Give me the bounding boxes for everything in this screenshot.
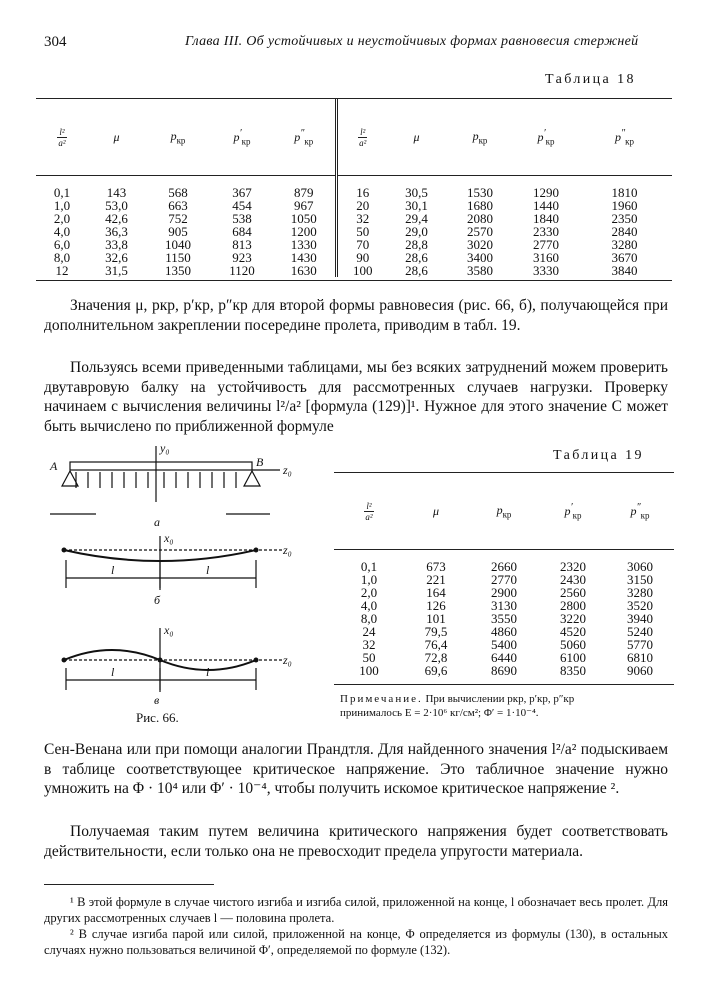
t18-col-pkr-dprime-2: $p''_{кр}$ [577, 99, 672, 176]
t18-row [36, 264, 672, 277]
paragraph-4: Получаемая таким путем величина критического напряжения будет соответствовать действительности, если только она не превосходит предела упругости материала. [44, 823, 668, 860]
axis-x-label-c: x₀ [164, 623, 174, 637]
point-b-label: B [256, 455, 264, 469]
t18-cell: 70 [336, 238, 388, 251]
t18-cell: 29,4 [405, 211, 428, 226]
t18-cell: 1680 [467, 198, 493, 213]
t19-cell: 100 [359, 663, 379, 678]
t18-cell: 1440 [533, 198, 559, 213]
axis-z-label-c: z₀ [283, 653, 292, 667]
table-18-caption: Таблица 18 [545, 72, 636, 87]
t19-col-pkr-prime: $p'_{кр}$ [540, 473, 606, 550]
t18-cell: 3160 [533, 250, 559, 265]
t19-cell: 4,0 [360, 598, 378, 613]
t18-cell: 8,0 [53, 250, 71, 265]
t18-cell: 454 [232, 198, 252, 213]
t18-cell: 813 [232, 237, 252, 252]
subfig-a-label: а [154, 515, 160, 529]
t19-cell: 6100 [560, 650, 586, 665]
t18-cell: 568 [168, 185, 188, 200]
note-label: Примечание. [340, 693, 423, 705]
t18-cell: 42,6 [105, 211, 128, 226]
footnote-rule [44, 884, 214, 885]
t19-cell: 3220 [560, 611, 586, 626]
t19-cell: 72,8 [424, 650, 448, 665]
t19-cell: 0,1 [360, 559, 378, 574]
t18-cell: 1530 [467, 185, 493, 200]
t18-cell: 28,6 [405, 250, 428, 265]
t19-cell: 1,0 [360, 572, 378, 587]
t18-cell: 16 [336, 176, 388, 200]
t18-row [36, 238, 672, 251]
t19-cell: 2320 [560, 559, 586, 574]
footnotes [44, 894, 668, 958]
point-a-label: A [50, 459, 58, 473]
t18-cell: 1200 [290, 224, 317, 239]
t18-cell: 1960 [611, 198, 638, 213]
t18-cell: 90 [336, 251, 388, 264]
t19-col-ratio: $\frac{\text{l²}}{\text{a²}}$ [334, 473, 404, 550]
t18-cell: 50 [336, 225, 388, 238]
t18-cell: 3020 [467, 237, 493, 252]
t19-cell: 3060 [627, 559, 653, 574]
span-label-c2: l [206, 665, 210, 679]
t19-cell: 3280 [627, 585, 653, 600]
t18-cell: 684 [232, 224, 252, 239]
t18-col-pkr: $p_{кр}$ [145, 99, 211, 176]
t19-col-pkr: $p_{кр}$ [468, 473, 540, 550]
t19-col-mu: μ [404, 473, 468, 550]
t19-cell: 9060 [627, 663, 653, 678]
t19-row [334, 550, 674, 574]
t19-cell: 8690 [491, 663, 517, 678]
t19-cell: 2800 [560, 598, 586, 613]
t18-cell: 2330 [533, 224, 559, 239]
t19-cell: 221 [426, 572, 446, 587]
t19-cell: 6810 [627, 650, 653, 665]
table-18 [36, 98, 672, 277]
t18-cell: 1330 [290, 237, 317, 252]
t18-cell: 2350 [611, 211, 638, 226]
t18-cell: 3670 [611, 250, 638, 265]
t18-cell: 20 [336, 199, 388, 212]
t19-cell: 2560 [560, 585, 586, 600]
t18-cell: 538 [232, 211, 252, 226]
t18-cell: 36,3 [105, 224, 128, 239]
t18-cell: 143 [106, 185, 127, 200]
t18-cell: 1,0 [53, 198, 71, 213]
t18-cell: 1150 [165, 250, 191, 265]
note-line-2: принималось E = 2·10⁶ кг/см²; Φ′ = 1·10⁻⁴. [340, 707, 539, 719]
t19-cell: 8350 [560, 663, 586, 678]
t18-cell: 3400 [467, 250, 493, 265]
t18-cell: 3280 [611, 237, 638, 252]
t19-cell: 24 [362, 624, 376, 639]
t18-cell: 923 [232, 250, 252, 265]
t18-col-pkr-prime-2: $p'_{кр}$ [515, 99, 577, 176]
t18-cell: 2570 [467, 224, 493, 239]
t18-col-ratio-2: $\frac{\text{l²}}{\text{a²}}$ [336, 99, 388, 176]
t18-row [36, 176, 672, 200]
t18-col-mu-2: μ [388, 99, 445, 176]
t19-cell: 5770 [627, 637, 653, 652]
t19-cell: 3130 [491, 598, 517, 613]
t19-cell: 50 [362, 650, 376, 665]
t18-row [36, 225, 672, 238]
t19-cell: 79,5 [424, 624, 448, 639]
table-19-bottom-rule [334, 684, 674, 685]
footnote-1: ¹ В этой формуле в случае чистого изгиба и изгиба силой, приложенной на конце, l обозначает весь пролет. Для других рассмотренных случаев l — половина пролета. [44, 895, 668, 925]
table-19-caption: Таблица 19 [553, 448, 644, 463]
t18-cell: 53,0 [105, 198, 128, 213]
figure-caption: Рис. 66. [136, 710, 179, 725]
t18-cell: 28,6 [405, 263, 428, 278]
t18-cell: 2770 [533, 237, 559, 252]
t19-cell: 6440 [491, 650, 517, 665]
table-19 [334, 472, 674, 677]
t18-cell: 663 [168, 198, 188, 213]
paragraph-1: Значения μ, pкр, p′кр, p″кр для второй формы равновесия (рис. 66, б), получающейся при дополнительном закреплении посередине пролета, приводим в табл. 19. [44, 297, 668, 334]
t18-cell: 1810 [611, 185, 638, 200]
t18-row [36, 212, 672, 225]
t18-cell: 4,0 [53, 224, 71, 239]
t18-col-mu: μ [88, 99, 145, 176]
t19-cell: 101 [426, 611, 446, 626]
t18-cell: 30,5 [405, 185, 428, 200]
t19-cell: 2,0 [360, 585, 378, 600]
t18-cell: 3840 [611, 263, 638, 278]
t19-cell: 5060 [560, 637, 586, 652]
t18-cell: 879 [294, 185, 314, 200]
table-18-bottom-rule [36, 280, 672, 281]
table-19-note [340, 692, 676, 720]
t19-cell: 3940 [627, 611, 653, 626]
t19-col-pkr-dprime: $p''_{кр}$ [606, 473, 674, 550]
t18-cell: 2080 [467, 211, 493, 226]
beam-a [70, 462, 252, 470]
t19-cell: 4520 [560, 624, 586, 639]
t19-row [334, 664, 674, 677]
t19-cell: 2900 [491, 585, 517, 600]
t18-cell: 1430 [290, 250, 317, 265]
t19-cell: 4860 [491, 624, 517, 639]
subfig-c-label: в [154, 693, 160, 707]
paragraph-2: Пользуясь всеми приведенными таблицами, мы без всяких затруднений можем проверить двутавровую балку на устойчивость для рассмотренных случаев нагрузки. Проверку начинаем с вычисления величины l²/a² [формула (129)]¹. Нужное для этого значение C может быть вычислено по приближенной формуле [44, 359, 668, 435]
span-label-b1: l [111, 563, 115, 577]
t18-cell: 1120 [229, 263, 255, 278]
t18-col-pkr-2: $p_{кр}$ [445, 99, 515, 176]
t18-cell: 12 [55, 263, 69, 278]
subfig-b-label: б [154, 593, 161, 607]
t18-cell: 2840 [611, 224, 638, 239]
t19-cell: 69,6 [424, 663, 448, 678]
t19-cell: 673 [426, 559, 446, 574]
t19-cell: 5400 [491, 637, 517, 652]
t18-cell: 31,5 [105, 263, 128, 278]
t18-cell: 1840 [533, 211, 559, 226]
t18-cell: 967 [294, 198, 314, 213]
axis-z-label-a: z₀ [283, 463, 292, 477]
t18-col-ratio: $\frac{\text{l²}}{\text{a²}}$ [36, 99, 88, 176]
t19-cell: 3520 [627, 598, 653, 613]
t18-cell: 33,8 [105, 237, 128, 252]
span-label-b2: l [206, 563, 210, 577]
paragraph-3: Сен-Венана или при помощи аналогии Прандтля. Для найденного значения l²/a² подыскиваем в таблице соответствующее критическое напряжение. Это табличное значение нужно умножить на Φ · 10⁴ или Φ′ · 10⁻⁴, чтобы получить искомое критическое напряжение ². [44, 741, 668, 797]
t19-cell: 32 [362, 637, 376, 652]
page-number: 304 [44, 34, 67, 50]
t19-cell: 5240 [627, 624, 653, 639]
t18-col-pkr-prime: $p'_{кр}$ [211, 99, 273, 176]
t18-cell: 3580 [467, 263, 493, 278]
running-title: Глава III. Об устойчивых и неустойчивых формах равновесия стержней [185, 34, 639, 49]
t18-cell: 1290 [533, 185, 559, 200]
t18-col-pkr-dprime: $p''_{кр}$ [273, 99, 336, 176]
t18-cell: 752 [168, 211, 188, 226]
t18-cell: 6,0 [53, 237, 71, 252]
t18-cell: 0,1 [53, 185, 71, 200]
note-line-1: При вычислении pкр, p′кр, p″кр [425, 693, 575, 705]
t18-cell: 905 [168, 224, 188, 239]
support-right [244, 471, 260, 486]
t18-cell: 32,6 [105, 250, 128, 265]
t18-cell: 367 [232, 185, 252, 200]
t18-cell: 1040 [165, 237, 191, 252]
t18-cell: 2,0 [53, 211, 71, 226]
t18-row [36, 199, 672, 212]
t19-cell: 3550 [491, 611, 517, 626]
t18-cell: 32 [336, 212, 388, 225]
t19-cell: 8,0 [360, 611, 378, 626]
t19-cell: 126 [426, 598, 446, 613]
t19-cell: 2660 [491, 559, 517, 574]
t19-cell: 164 [426, 585, 446, 600]
axis-x-label-b: x₀ [164, 531, 174, 545]
t19-cell: 2770 [491, 572, 517, 587]
t19-cell: 3150 [627, 572, 653, 587]
t18-cell: 28,8 [405, 237, 428, 252]
t18-cell: 100 [336, 264, 388, 277]
axis-y-label: y₀ [160, 441, 170, 455]
t18-cell: 1350 [165, 263, 191, 278]
t19-cell: 2430 [560, 572, 586, 587]
span-label-c1: l [111, 665, 115, 679]
t18-cell: 3330 [533, 263, 559, 278]
t18-cell: 1630 [290, 263, 317, 278]
t18-cell: 30,1 [405, 198, 428, 213]
t18-cell: 29,0 [405, 224, 428, 239]
axis-z-label-b: z₀ [283, 543, 292, 557]
t18-cell: 1050 [290, 211, 317, 226]
figure-66 [36, 440, 326, 725]
footnote-2: ² В случае изгиба парой или силой, приложенной на конце, Φ определяется из формулы (130), в остальных случаях нужно пользоваться величиной Φ′, определяемой по формуле (132). [44, 927, 668, 957]
t19-cell: 76,4 [424, 637, 448, 652]
